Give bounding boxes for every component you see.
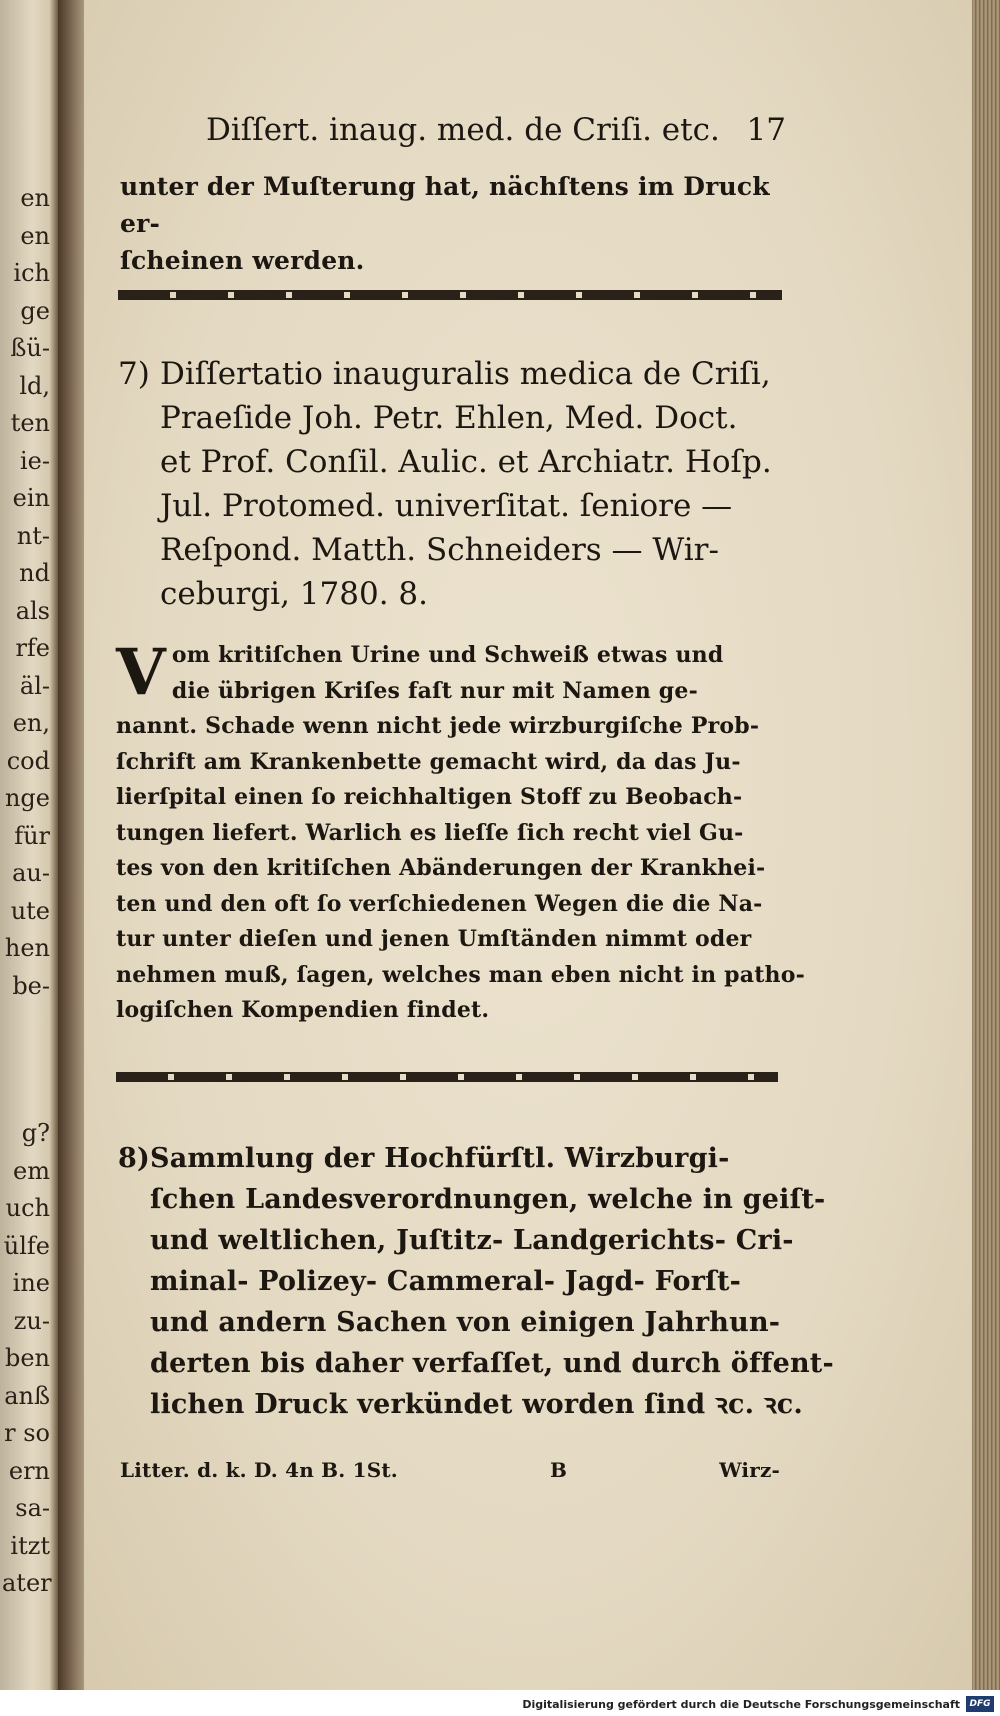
section-divider xyxy=(116,1072,778,1082)
catchword: Wirz- xyxy=(719,1458,780,1482)
left-page-fragment: hen xyxy=(4,934,50,962)
left-page-fragment: für xyxy=(14,821,50,850)
review-line: om kritiſchen Urine und Schweiß etwas und xyxy=(171,642,724,668)
left-page-fragment: ld, xyxy=(19,371,50,400)
intro-line: ſcheinen werden. xyxy=(120,246,365,275)
review-line: tur unter dieſen und jenen Umſtänden nimmt oder xyxy=(116,926,752,952)
funding-credit: Digitalisierung gefördert durch die Deutsche Forschungsgemeinschaft xyxy=(522,1698,960,1711)
left-page-fragment: ein xyxy=(12,484,50,512)
left-page-fragment: ute xyxy=(10,896,50,925)
entry-number: 8) xyxy=(118,1143,150,1174)
entry-line: ceburgi, 1780. 8. xyxy=(160,576,428,612)
left-page-fragment: zu- xyxy=(13,1306,50,1335)
running-title: Diſſert. inaug. med. de Criſi. etc. xyxy=(206,112,720,148)
left-page-fragment: be- xyxy=(12,971,50,1000)
book-gutter xyxy=(58,0,84,1716)
entry-line: derten bis daher verfaſſet, und durch öffent- xyxy=(150,1348,834,1379)
entry-line: Sammlung der Hochfürſtl. Wirzburgi- xyxy=(150,1143,730,1174)
left-page-fragment: ge xyxy=(20,296,50,325)
left-page-fragment: ich xyxy=(13,259,50,287)
drop-cap: V xyxy=(116,635,166,710)
review-line: ſchrift am Krankenbette gemacht wird, da das Ju- xyxy=(116,748,741,775)
entry-line: und weltlichen, Juſtitz- Landgerichts- Cri- xyxy=(150,1225,794,1256)
left-page-fragment: en xyxy=(20,184,50,212)
left-page-fragment: anß xyxy=(4,1381,50,1410)
review-line: logiſchen Kompendien findet. xyxy=(116,997,490,1023)
left-page-fragment: em xyxy=(13,1156,50,1185)
review-line: ten und den oft ſo verſchiedenen Wegen die die Na- xyxy=(116,890,763,917)
left-page-fragment: rfe xyxy=(15,634,50,662)
entry-line: et Prof. Conſil. Aulic. et Archiatr. Hoſp. xyxy=(160,444,772,480)
intro-text xyxy=(120,168,780,279)
bibliography-entry-7 xyxy=(118,352,782,616)
review-line: nehmen muß, ſagen, welches man eben nicht in patho- xyxy=(116,961,805,988)
running-header xyxy=(206,112,786,148)
left-page-fragment: ie- xyxy=(20,446,50,475)
intro-line: unter der Muſterung hat, nächſtens im Druck er- xyxy=(120,172,770,238)
section-divider xyxy=(118,290,782,300)
entry-line: Praeſide Joh. Petr. Ehlen, Med. Doct. xyxy=(160,400,738,436)
left-page-fragment: g? xyxy=(21,1119,50,1147)
signature-mark: B xyxy=(549,1458,568,1482)
bibliography-entry-8 xyxy=(118,1138,834,1425)
entry-line: lichen Druck verkündet worden ſind ꝛc. ꝛc. xyxy=(150,1389,804,1420)
dfg-logo: DFG xyxy=(966,1696,994,1712)
entry-line: Diſſertatio inauguralis medica de Criſi, xyxy=(160,356,771,392)
left-page-fragment: en xyxy=(20,221,50,250)
left-page-fragment: cod xyxy=(6,746,50,775)
entry-line: Reſpond. Matth. Schneiders — Wir- xyxy=(160,532,719,568)
left-page-fragment: ine xyxy=(12,1269,50,1297)
left-page-fragment: ülfe xyxy=(3,1231,50,1260)
left-page-fragment: sa- xyxy=(15,1494,50,1522)
left-page-fragment: ater xyxy=(2,1569,52,1597)
review-line: lierſpital einen ſo reichhaltigen Stoff zu Beobach- xyxy=(116,784,743,810)
left-page-fragment: itzt xyxy=(10,1531,50,1560)
left-page-fragment: als xyxy=(15,596,50,625)
review-line: tungen liefert. Warlich es lieſſe ſich recht viel Gu- xyxy=(116,819,744,846)
left-page-fragment: ben xyxy=(4,1344,50,1372)
review-line: die übrigen Kriſes faſt nur mit Namen ge- xyxy=(171,677,698,704)
left-page-fragment: nge xyxy=(4,784,50,812)
entry-line: ſchen Landesverordnungen, welche in geiſt- xyxy=(150,1184,826,1215)
signature-line xyxy=(120,1458,780,1482)
page-number: 17 xyxy=(746,112,786,148)
entry-line: minal- Polizey- Cammeral- Jagd- Forſt- xyxy=(150,1266,742,1297)
left-page-fragment: ßü- xyxy=(10,334,50,362)
footer-strip xyxy=(0,1690,1000,1716)
left-page-fragment: ten xyxy=(10,409,50,437)
entry-number: 7) xyxy=(118,356,150,392)
review-line: tes von den kritiſchen Abänderungen der Krankhei- xyxy=(116,855,766,881)
entry-line: Jul. Protomed. univerſitat. ſeniore — xyxy=(160,488,733,524)
left-page-fragment: nt- xyxy=(16,521,50,550)
left-page-fragment: uch xyxy=(5,1194,50,1222)
left-page-fragment: nd xyxy=(19,559,50,587)
review-line: nannt. Schade wenn nicht jede wirzburgiſche Prob- xyxy=(116,713,760,739)
left-page-fragment: au- xyxy=(12,859,50,887)
left-page-fragment: r so xyxy=(4,1419,50,1447)
left-page-fragment: en, xyxy=(12,709,50,737)
signature-reference: Litter. d. k. D. 4n B. 1St. xyxy=(120,1458,398,1482)
page-edges xyxy=(972,0,1000,1690)
left-page-edge xyxy=(0,0,58,1716)
left-page-fragment: äl- xyxy=(19,671,50,700)
left-page-fragment: ern xyxy=(8,1456,50,1485)
review-paragraph xyxy=(116,635,805,1029)
entry-line: und andern Sachen von einigen Jahrhun- xyxy=(150,1307,781,1338)
